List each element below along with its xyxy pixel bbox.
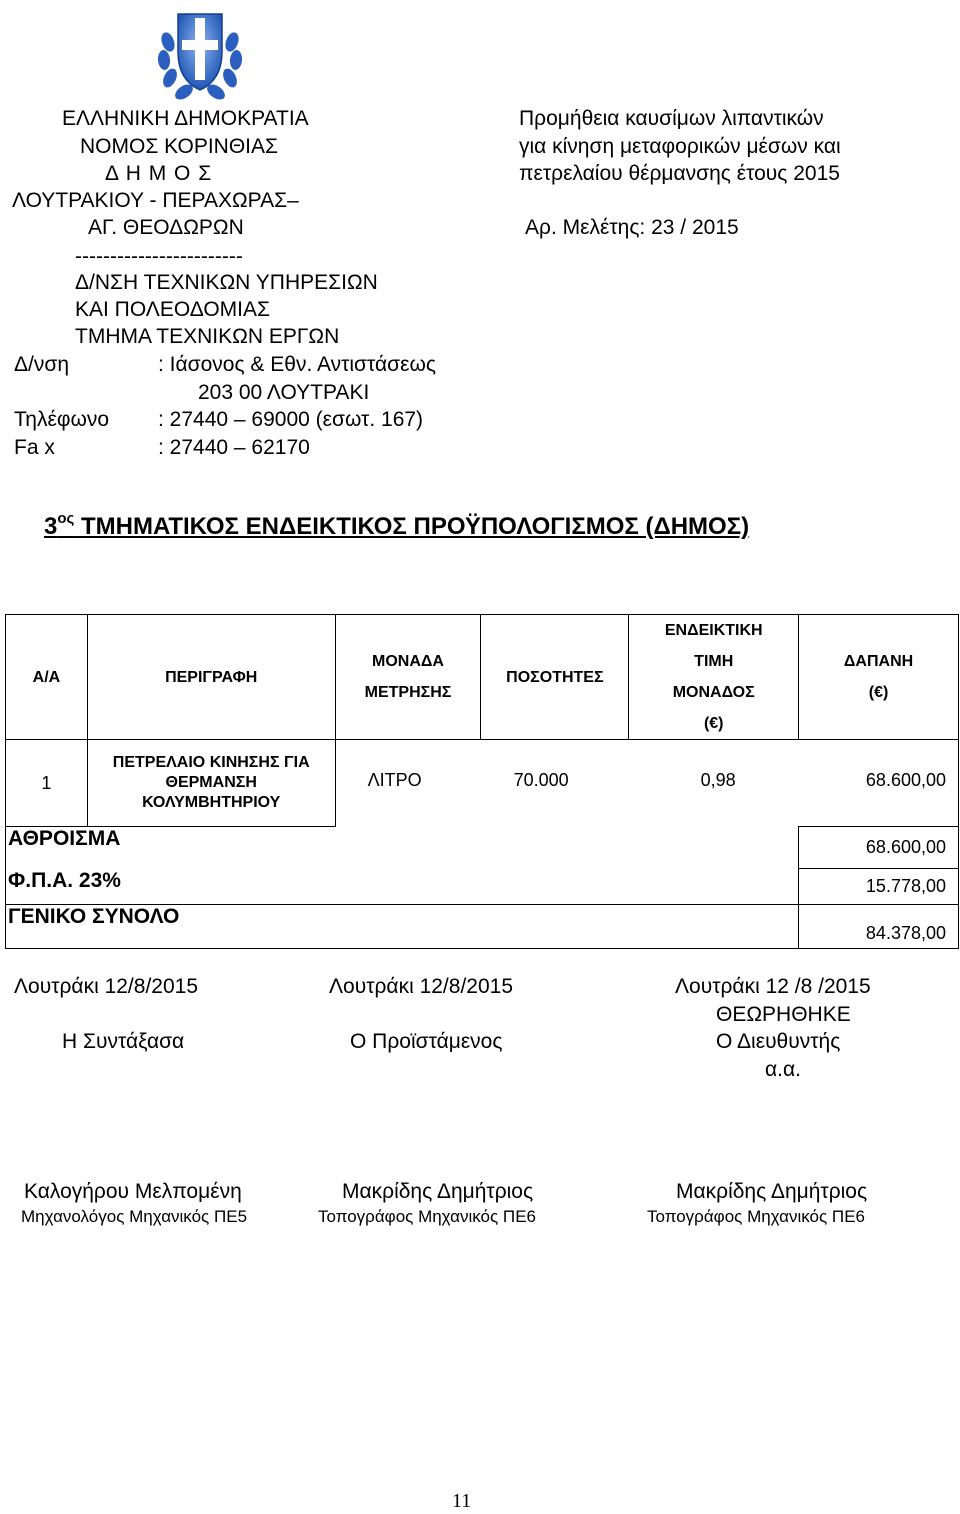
row-description-line-3: ΚΟΛΥΜΒΗΤΗΡΙΟΥ (142, 794, 281, 811)
grand-total-value: 84.378,00 (799, 905, 959, 949)
sig3-seen: ΘΕΩΡΗΘΗΚΕ (716, 1003, 851, 1026)
header-cost (799, 615, 959, 740)
row-aa: 1 (6, 740, 88, 827)
sig3-role: Ο Διευθυντής (716, 1030, 841, 1053)
row-quantity: 70.000 (513, 770, 569, 790)
department-line-1: Δ/ΝΣΗ ΤΕΧΝΙΚΩΝ ΥΠΗΡΕΣΙΩΝ (75, 271, 378, 294)
greek-coat-of-arms-icon (150, 2, 250, 102)
grand-total-label: ΓΕΝΙΚΟ ΣΥΝΟΛΟ (6, 905, 799, 949)
table-header-row (6, 615, 959, 740)
department-line-3: ΤΜΗΜΑ ΤΕΧΝΙΚΩΝ ΕΡΓΩΝ (75, 325, 340, 348)
fax-value: : 27440 – 62170 (158, 436, 310, 459)
row-values (335, 740, 958, 827)
row-cost: 68.600,00 (865, 770, 946, 790)
header-prefecture: ΝΟΜΟΣ ΚΟΡΙΝΘΙΑΣ (80, 135, 279, 158)
phone-value: : 27440 – 69000 (εσωτ. 167) (158, 408, 424, 431)
study-number: Αρ. Μελέτης: 23 / 2015 (525, 216, 739, 239)
sig1-title: Μηχανολόγος Μηχανικός ΠΕ5 (21, 1207, 248, 1226)
sig3-place-date: Λουτράκι 12 /8 /2015 (675, 975, 871, 998)
sig3-title: Τοπογράφος Μηχανικός ΠΕ6 (647, 1207, 865, 1226)
subject-line-1: Προμήθεια καυσίμων λιπαντικών (519, 107, 824, 130)
table-row (6, 740, 959, 827)
department-line-2: ΚΑΙ ΠΟΛΕΟΔΟΜΙΑΣ (75, 298, 270, 321)
row-description (87, 740, 335, 827)
sig1-role: Η Συντάξασα (62, 1030, 185, 1053)
fax-label: Fa x (14, 436, 55, 459)
header-price-line-4: (€) (703, 715, 724, 732)
sig2-title: Τοπογράφος Μηχανικός ΠΕ6 (318, 1207, 536, 1226)
title-text: ΤΜΗΜΑΤΙΚΟΣ ΕΝΔΕΙΚΤΙΚΟΣ ΠΡΟΫΠΟΛΟΓΙΣΜΟΣ (ΔΗΜΟΣ) (74, 513, 750, 540)
header-aa: Α/Α (6, 615, 88, 740)
subject-line-2: για κίνηση μεταφορικών μέσων και (519, 135, 841, 158)
vat-label: Φ.Π.Α. 23% (6, 869, 799, 905)
page-number: 11 (452, 1490, 472, 1512)
phone-label: Τηλέφωνο (14, 408, 110, 431)
header-unit (335, 615, 481, 740)
header-price-line-3: ΜΟΝΑΔΟΣ (672, 684, 755, 701)
header-municipality-name-2: ΑΓ. ΘΕΟΔΩΡΩΝ (88, 216, 244, 239)
header-republic: ΕΛΛΗΝΙΚΗ ΔΗΜΟΚΡΑΤΙΑ (62, 107, 309, 130)
address-value: : Ιάσονος & Εθν. Αντιστάσεως (158, 353, 436, 376)
title-ordinal-suffix: ος (57, 510, 75, 527)
sig1-place-date: Λουτράκι 12/8/2015 (14, 975, 198, 998)
row-unit: ΛΙΤΡΟ (367, 770, 422, 790)
sig2-role: Ο Προϊστάμενος (350, 1030, 503, 1053)
sig3-name: Μακρίδης Δημήτριος (676, 1180, 868, 1203)
row-description-line-2: ΘΕΡΜΑΝΣΗ (165, 774, 257, 791)
grand-total-row (6, 905, 959, 949)
header-unit-line-1: ΜΟΝΑΔΑ (372, 653, 444, 670)
title-number: 3 (44, 513, 58, 540)
sig1-name: Καλογήρου Μελπομένη (24, 1180, 242, 1203)
header-municipality: Δ Η Μ Ο Σ (105, 162, 213, 185)
header-municipality-name: ΛΟΥΤΡΑΚΙΟΥ - ΠΕΡΑΧΩΡΑΣ– (12, 189, 299, 212)
document-title (44, 512, 749, 541)
sum-value: 68.600,00 (799, 827, 959, 869)
vat-row (6, 869, 959, 905)
header-description: ΠΕΡΙΓΡΑΦΗ (87, 615, 335, 740)
address-value-2: 203 00 ΛΟΥΤΡΑΚΙ (198, 381, 370, 404)
sum-row (6, 827, 959, 869)
sig2-name: Μακρίδης Δημήτριος (342, 1180, 534, 1203)
header-price-line-2: ΤΙΜΗ (694, 653, 734, 670)
header-cost-line-2: (€) (868, 684, 889, 701)
header-separator: ------------------------ (75, 245, 243, 268)
header-unit-line-2: ΜΕΤΡΗΣΗΣ (364, 684, 452, 701)
vat-value: 15.778,00 (799, 869, 959, 905)
row-description-line-1: ΠΕΤΡΕΛΑΙΟ ΚΙΝΗΣΗΣ ΓΙΑ (112, 754, 310, 771)
row-unit-price: 0,98 (700, 770, 736, 790)
budget-table (5, 614, 959, 949)
header-unit-price (629, 615, 799, 740)
sum-label: ΑΘΡΟΙΣΜΑ (6, 827, 799, 869)
address-label: Δ/νση (14, 353, 70, 376)
header-cost-line-1: ΔΑΠΑΝΗ (843, 653, 914, 670)
header-price-line-1: ΕΝΔΕΙΚΤΙΚΗ (664, 622, 763, 639)
sig3-aa: α.α. (765, 1058, 801, 1081)
header-quantity: ΠΟΣΟΤΗΤΕΣ (481, 615, 629, 740)
subject-line-3: πετρελαίου θέρμανσης έτους 2015 (519, 162, 840, 185)
sig2-place-date: Λουτράκι 12/8/2015 (329, 975, 513, 998)
